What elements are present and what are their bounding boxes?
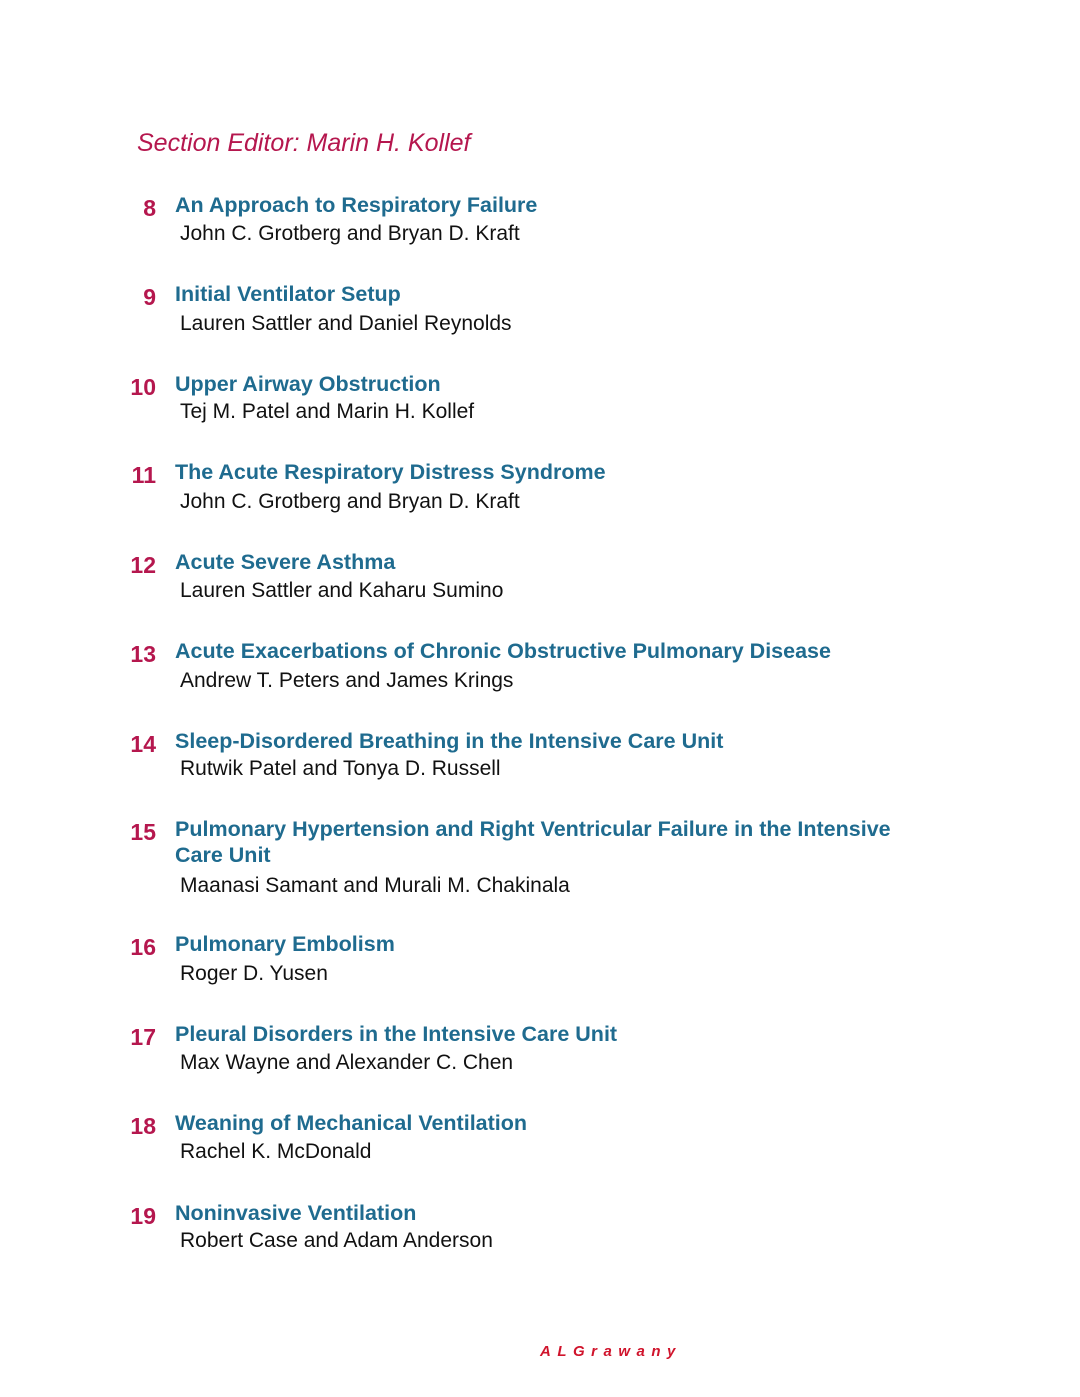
chapter-authors: Rutwik Patel and Tonya D. Russell	[180, 757, 501, 780]
chapter-authors: Tej M. Patel and Marin H. Kollef	[180, 400, 475, 423]
chapter-authors: Max Wayne and Alexander C. Chen	[180, 1051, 514, 1074]
chapter-authors: Rachel K. McDonald	[180, 1140, 372, 1163]
chapter-number: 14	[130, 731, 156, 757]
chapter-number: 15	[130, 819, 156, 845]
chapter-number: 12	[130, 552, 156, 578]
chapter-title-link[interactable]: Upper Airway Obstruction	[175, 372, 441, 396]
chapter-authors: John C. Grotberg and Bryan D. Kraft	[180, 222, 520, 245]
chapter-title-link[interactable]: Sleep-Disordered Breathing in the Intensive Care Unit	[175, 729, 724, 753]
chapter-number: 10	[130, 374, 156, 400]
chapter-authors: Roger D. Yusen	[180, 962, 328, 985]
chapter-title-link[interactable]: Initial Ventilator Setup	[175, 282, 401, 306]
chapter-number: 16	[130, 934, 156, 960]
chapter-authors: Maanasi Samant and Murali M. Chakinala	[180, 874, 570, 897]
chapter-title-link[interactable]: Noninvasive Ventilation	[175, 1201, 417, 1225]
chapter-title-link[interactable]: An Approach to Respiratory Failure	[175, 193, 538, 217]
chapter-title-link[interactable]: The Acute Respiratory Distress Syndrome	[175, 460, 606, 484]
chapter-title-link[interactable]: Weaning of Mechanical Ventilation	[175, 1111, 528, 1135]
chapter-title-link[interactable]: Pulmonary Embolism	[175, 932, 395, 956]
chapter-authors: Lauren Sattler and Kaharu Sumino	[180, 579, 504, 602]
chapter-number: 9	[143, 284, 156, 310]
chapter-number: 17	[130, 1024, 156, 1050]
chapter-title-link[interactable]: Pulmonary Hypertension and Right Ventricular Failure in the Intensive Care Unit	[175, 817, 891, 867]
chapter-authors: Lauren Sattler and Daniel Reynolds	[180, 312, 512, 335]
chapter-number: 8	[143, 195, 156, 221]
chapter-number: 11	[131, 462, 156, 488]
section-editor-heading: Section Editor: Marin H. Kollef	[137, 129, 471, 157]
chapter-number: 18	[130, 1113, 156, 1139]
chapter-authors: Andrew T. Peters and James Krings	[180, 669, 514, 692]
chapter-title-link[interactable]: Acute Exacerbations of Chronic Obstructive Pulmonary Disease	[175, 639, 831, 663]
chapter-title-link[interactable]: Pleural Disorders in the Intensive Care Unit	[175, 1022, 618, 1046]
chapter-title-link[interactable]: Acute Severe Asthma	[175, 550, 396, 574]
chapter-number: 13	[130, 641, 156, 667]
chapter-authors: John C. Grotberg and Bryan D. Kraft	[180, 490, 520, 513]
chapter-authors: Robert Case and Adam Anderson	[180, 1229, 493, 1252]
chapter-number: 19	[130, 1203, 156, 1229]
watermark-text: ALGrawany	[540, 1343, 682, 1360]
